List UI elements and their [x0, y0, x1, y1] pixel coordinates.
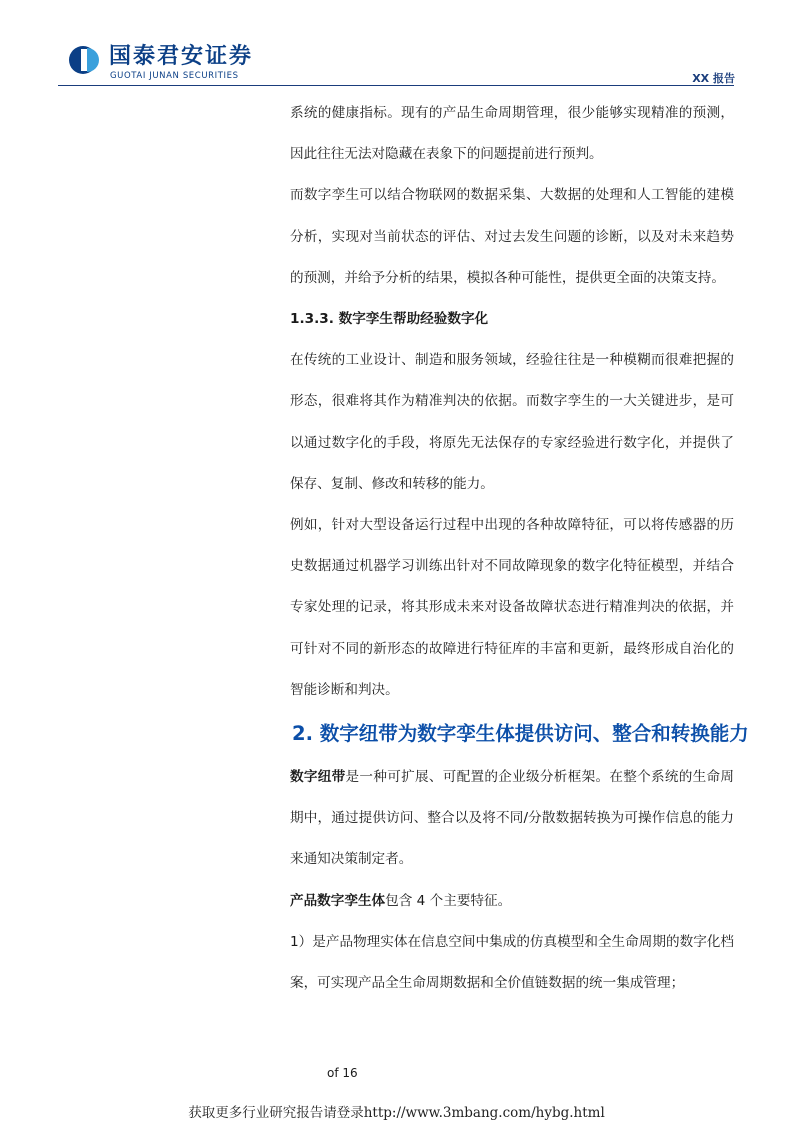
body-paragraph: 在传统的工业设计、制造和服务领域，经验往往是一种模糊而很难把握的形态，很难将其作为精准判决的依据。而数字孪生的一大关键进步，是可以通过数字化的手段，将原先无法保存的专家经验进行数字化，并提供了保存、复制、修改和转移的能力。 [290, 352, 734, 492]
report-type-label: XX 报告 [692, 72, 735, 85]
body-paragraph: 1）是产品物理实体在信息空间中集成的仿真模型和全生命周期的数字化档案，可实现产品全生命周期数据和全价值链数据的统一集成管理； [290, 933, 734, 992]
subsection-heading: 1.3.3. 数字孪生帮助经验数字化 [290, 311, 489, 328]
page-header [0, 0, 793, 90]
report-body [290, 93, 749, 1004]
term-digital-thread: 数字纽带 [290, 769, 346, 786]
body-paragraph [290, 757, 734, 881]
page-number: of 16 [327, 1066, 358, 1080]
company-logo-icon [68, 45, 102, 75]
body-paragraph: 系统的健康指标。现有的产品生命周期管理，很少能够实现精准的预测，因此往往无法对隐藏在表象下的问题提前进行预判。 [290, 105, 734, 163]
company-name-en: GUOTAI JUNAN SECURITIES [110, 71, 239, 81]
body-paragraph [290, 881, 734, 922]
header-divider [58, 85, 734, 86]
body-paragraph: 而数字孪生可以结合物联网的数据采集、大数据的处理和人工智能的建模分析，实现对当前状态的评估、对过去发生问题的诊断，以及对未来趋势的预测，并给予分析的结果，模拟各种可能性，提供更全面的决策支持。 [290, 187, 734, 286]
section-heading: 2. 数字纽带为数字孪生体提供访问、整合和转换能力 [292, 722, 749, 746]
paragraph-text: 是一种可扩展、可配置的企业级分析框架。在整个系统的生命周期中，通过提供访问、整合以及将不同/分散数据转换为可操作信息的能力来通知决策制定者。 [290, 769, 735, 868]
footer-download-note: 获取更多行业研究报告请登录http://www.3mbang.com/hybg.html [188, 1105, 605, 1121]
body-paragraph: 例如，针对大型设备运行过程中出现的各种故障特征，可以将传感器的历史数据通过机器学习训练出针对不同故障现象的数字化特征模型，并结合专家处理的记录，将其形成未来对设备故障状态进行精准判决的依据，并可针对不同的新形态的故障进行特征库的丰富和更新，最终形成自治化的智能诊断和判决。 [290, 517, 734, 698]
term-product-digital-twin: 产品数字孪生体 [290, 892, 386, 909]
company-name-cn: 国泰君安证券 [109, 44, 254, 69]
paragraph-text: 包含 4 个主要特征。 [385, 892, 512, 909]
